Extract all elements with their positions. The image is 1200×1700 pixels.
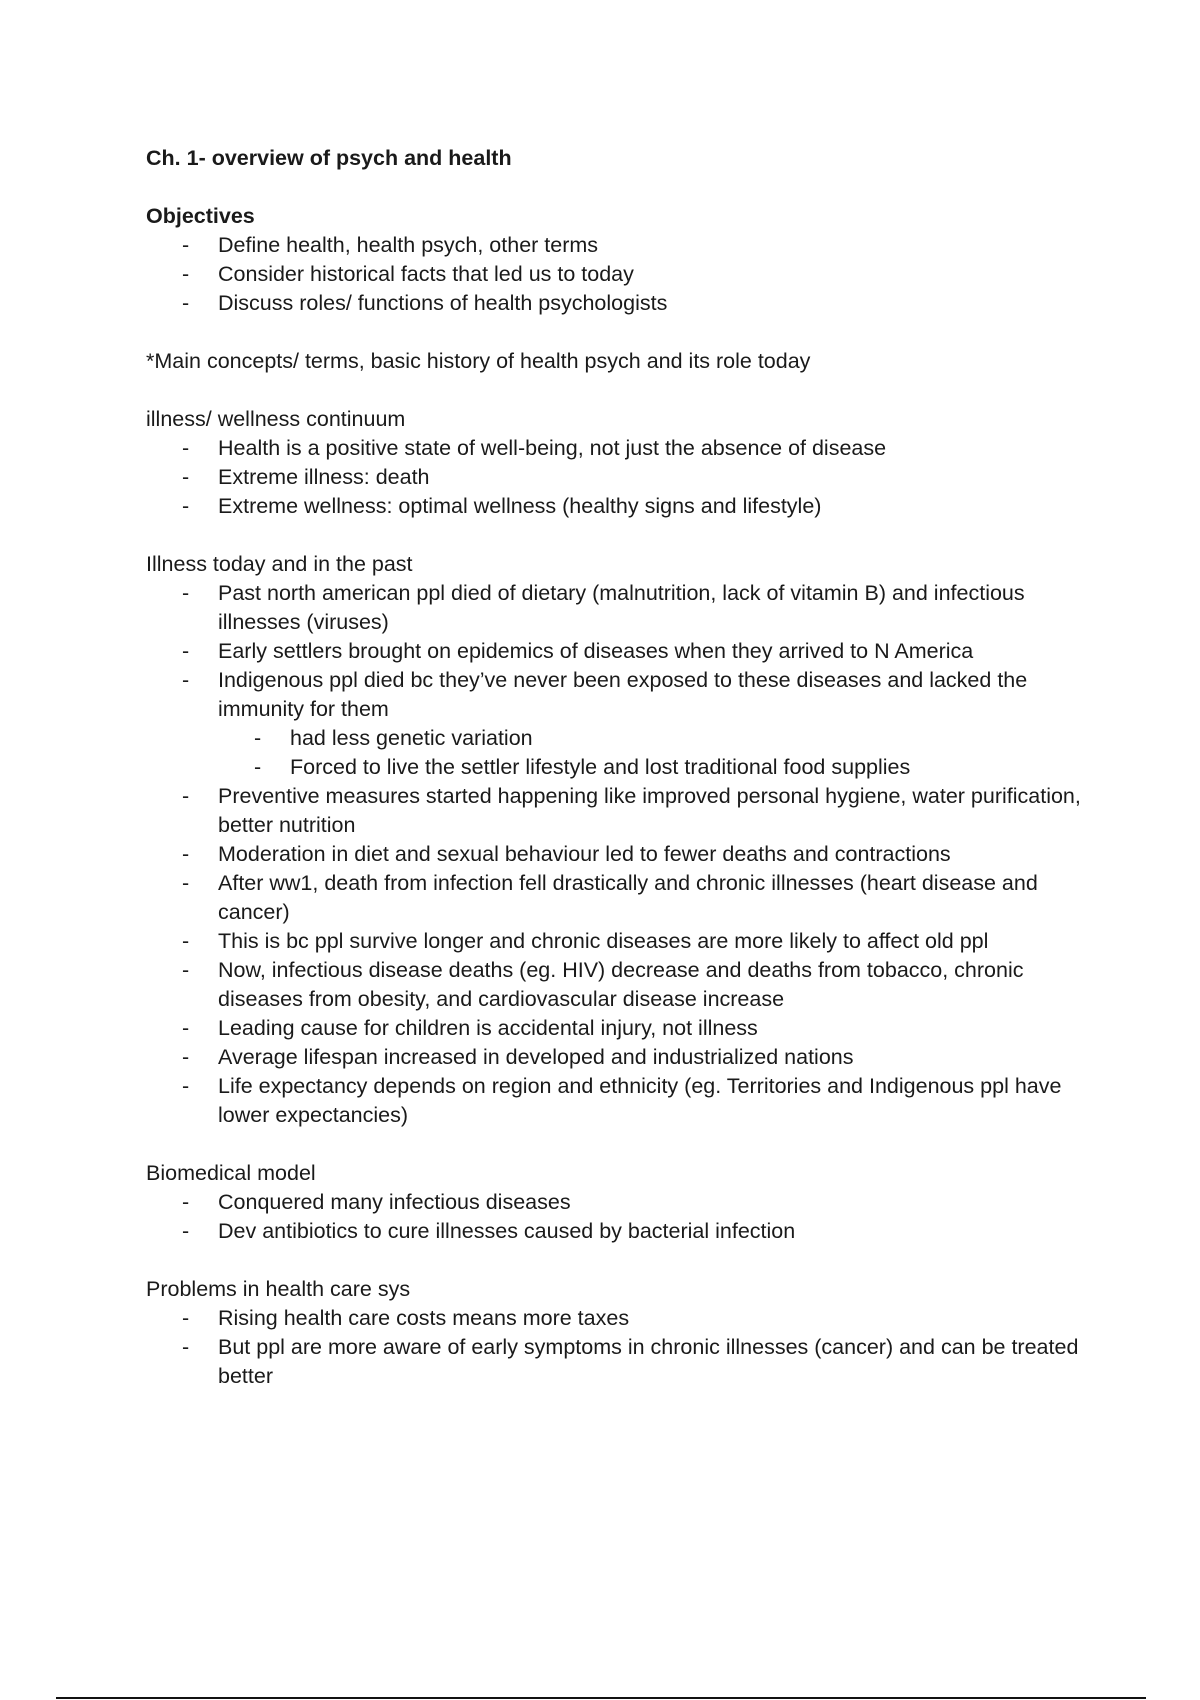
list-item: - Moderation in diet and sexual behaviour led to fewer deaths and contractions <box>218 840 1106 869</box>
list-item: - Average lifespan increased in developed and industrialized nations <box>218 1043 1106 1072</box>
indigenous-sublist <box>218 724 1106 782</box>
illness-today-heading: Illness today and in the past <box>146 552 413 576</box>
illness-today-list <box>146 579 1106 1130</box>
problems-heading: Problems in health care sys <box>146 1277 411 1301</box>
list-item: - Now, infectious disease deaths (eg. HIV) decrease and deaths from tobacco, chronic diseases from obesity, and cardiovascular disease increase <box>218 956 1106 1014</box>
list-item: - But ppl are more aware of early symptoms in chronic illnesses (cancer) and can be treated better <box>218 1333 1106 1391</box>
biomedical-list <box>146 1188 1106 1246</box>
biomedical-heading: Biomedical model <box>146 1161 316 1185</box>
list-item: - Extreme illness: death <box>218 463 1106 492</box>
list-item: - After ww1, death from infection fell drastically and chronic illnesses (heart disease and cancer) <box>218 869 1106 927</box>
objectives-section <box>146 202 1106 318</box>
main-note-section <box>146 347 1106 376</box>
biomedical-section <box>146 1159 1106 1246</box>
main-concepts-note: *Main concepts/ terms, basic history of health psych and its role today <box>146 349 811 373</box>
list-item: - This is bc ppl survive longer and chronic diseases are more likely to affect old ppl <box>218 927 1106 956</box>
problems-list <box>146 1304 1106 1391</box>
list-item: - Consider historical facts that led us to today <box>218 260 1106 289</box>
objectives-list <box>146 231 1106 318</box>
illness-today-section <box>146 550 1106 1130</box>
sub-list-item: - Forced to live the settler lifestyle and lost traditional food supplies <box>290 753 1106 782</box>
list-item: - Dev antibiotics to cure illnesses caused by bacterial infection <box>218 1217 1106 1246</box>
list-item: - Define health, health psych, other terms <box>218 231 1106 260</box>
list-item-text: Indigenous ppl died bc they’ve never been exposed to these diseases and lacked the immunity for them <box>218 668 1028 721</box>
footer-rule <box>56 1697 1146 1699</box>
sub-list-item: - had less genetic variation <box>290 724 1106 753</box>
list-item: - Past north american ppl died of dietary (malnutrition, lack of vitamin B) and infectious illnesses (viruses) <box>218 579 1106 637</box>
problems-section <box>146 1275 1106 1391</box>
list-item: - Leading cause for children is accidental injury, not illness <box>218 1014 1106 1043</box>
list-item <box>218 666 1106 782</box>
list-item: - Early settlers brought on epidemics of diseases when they arrived to N America <box>218 637 1106 666</box>
list-item: - Discuss roles/ functions of health psychologists <box>218 289 1106 318</box>
list-item: - Conquered many infectious diseases <box>218 1188 1106 1217</box>
list-item: - Rising health care costs means more taxes <box>218 1304 1106 1333</box>
list-item: - Health is a positive state of well-being, not just the absence of disease <box>218 434 1106 463</box>
objectives-heading: Objectives <box>146 204 255 228</box>
list-item: - Life expectancy depends on region and ethnicity (eg. Territories and Indigenous ppl have lower expectancies) <box>218 1072 1106 1130</box>
list-item: - Extreme wellness: optimal wellness (healthy signs and lifestyle) <box>218 492 1106 521</box>
document-page <box>146 144 1106 1391</box>
continuum-section <box>146 405 1106 521</box>
continuum-list <box>146 434 1106 521</box>
continuum-heading: illness/ wellness continuum <box>146 407 406 431</box>
document-title: Ch. 1- overview of psych and health <box>146 146 512 170</box>
list-item: - Preventive measures started happening like improved personal hygiene, water purification, better nutrition <box>218 782 1106 840</box>
